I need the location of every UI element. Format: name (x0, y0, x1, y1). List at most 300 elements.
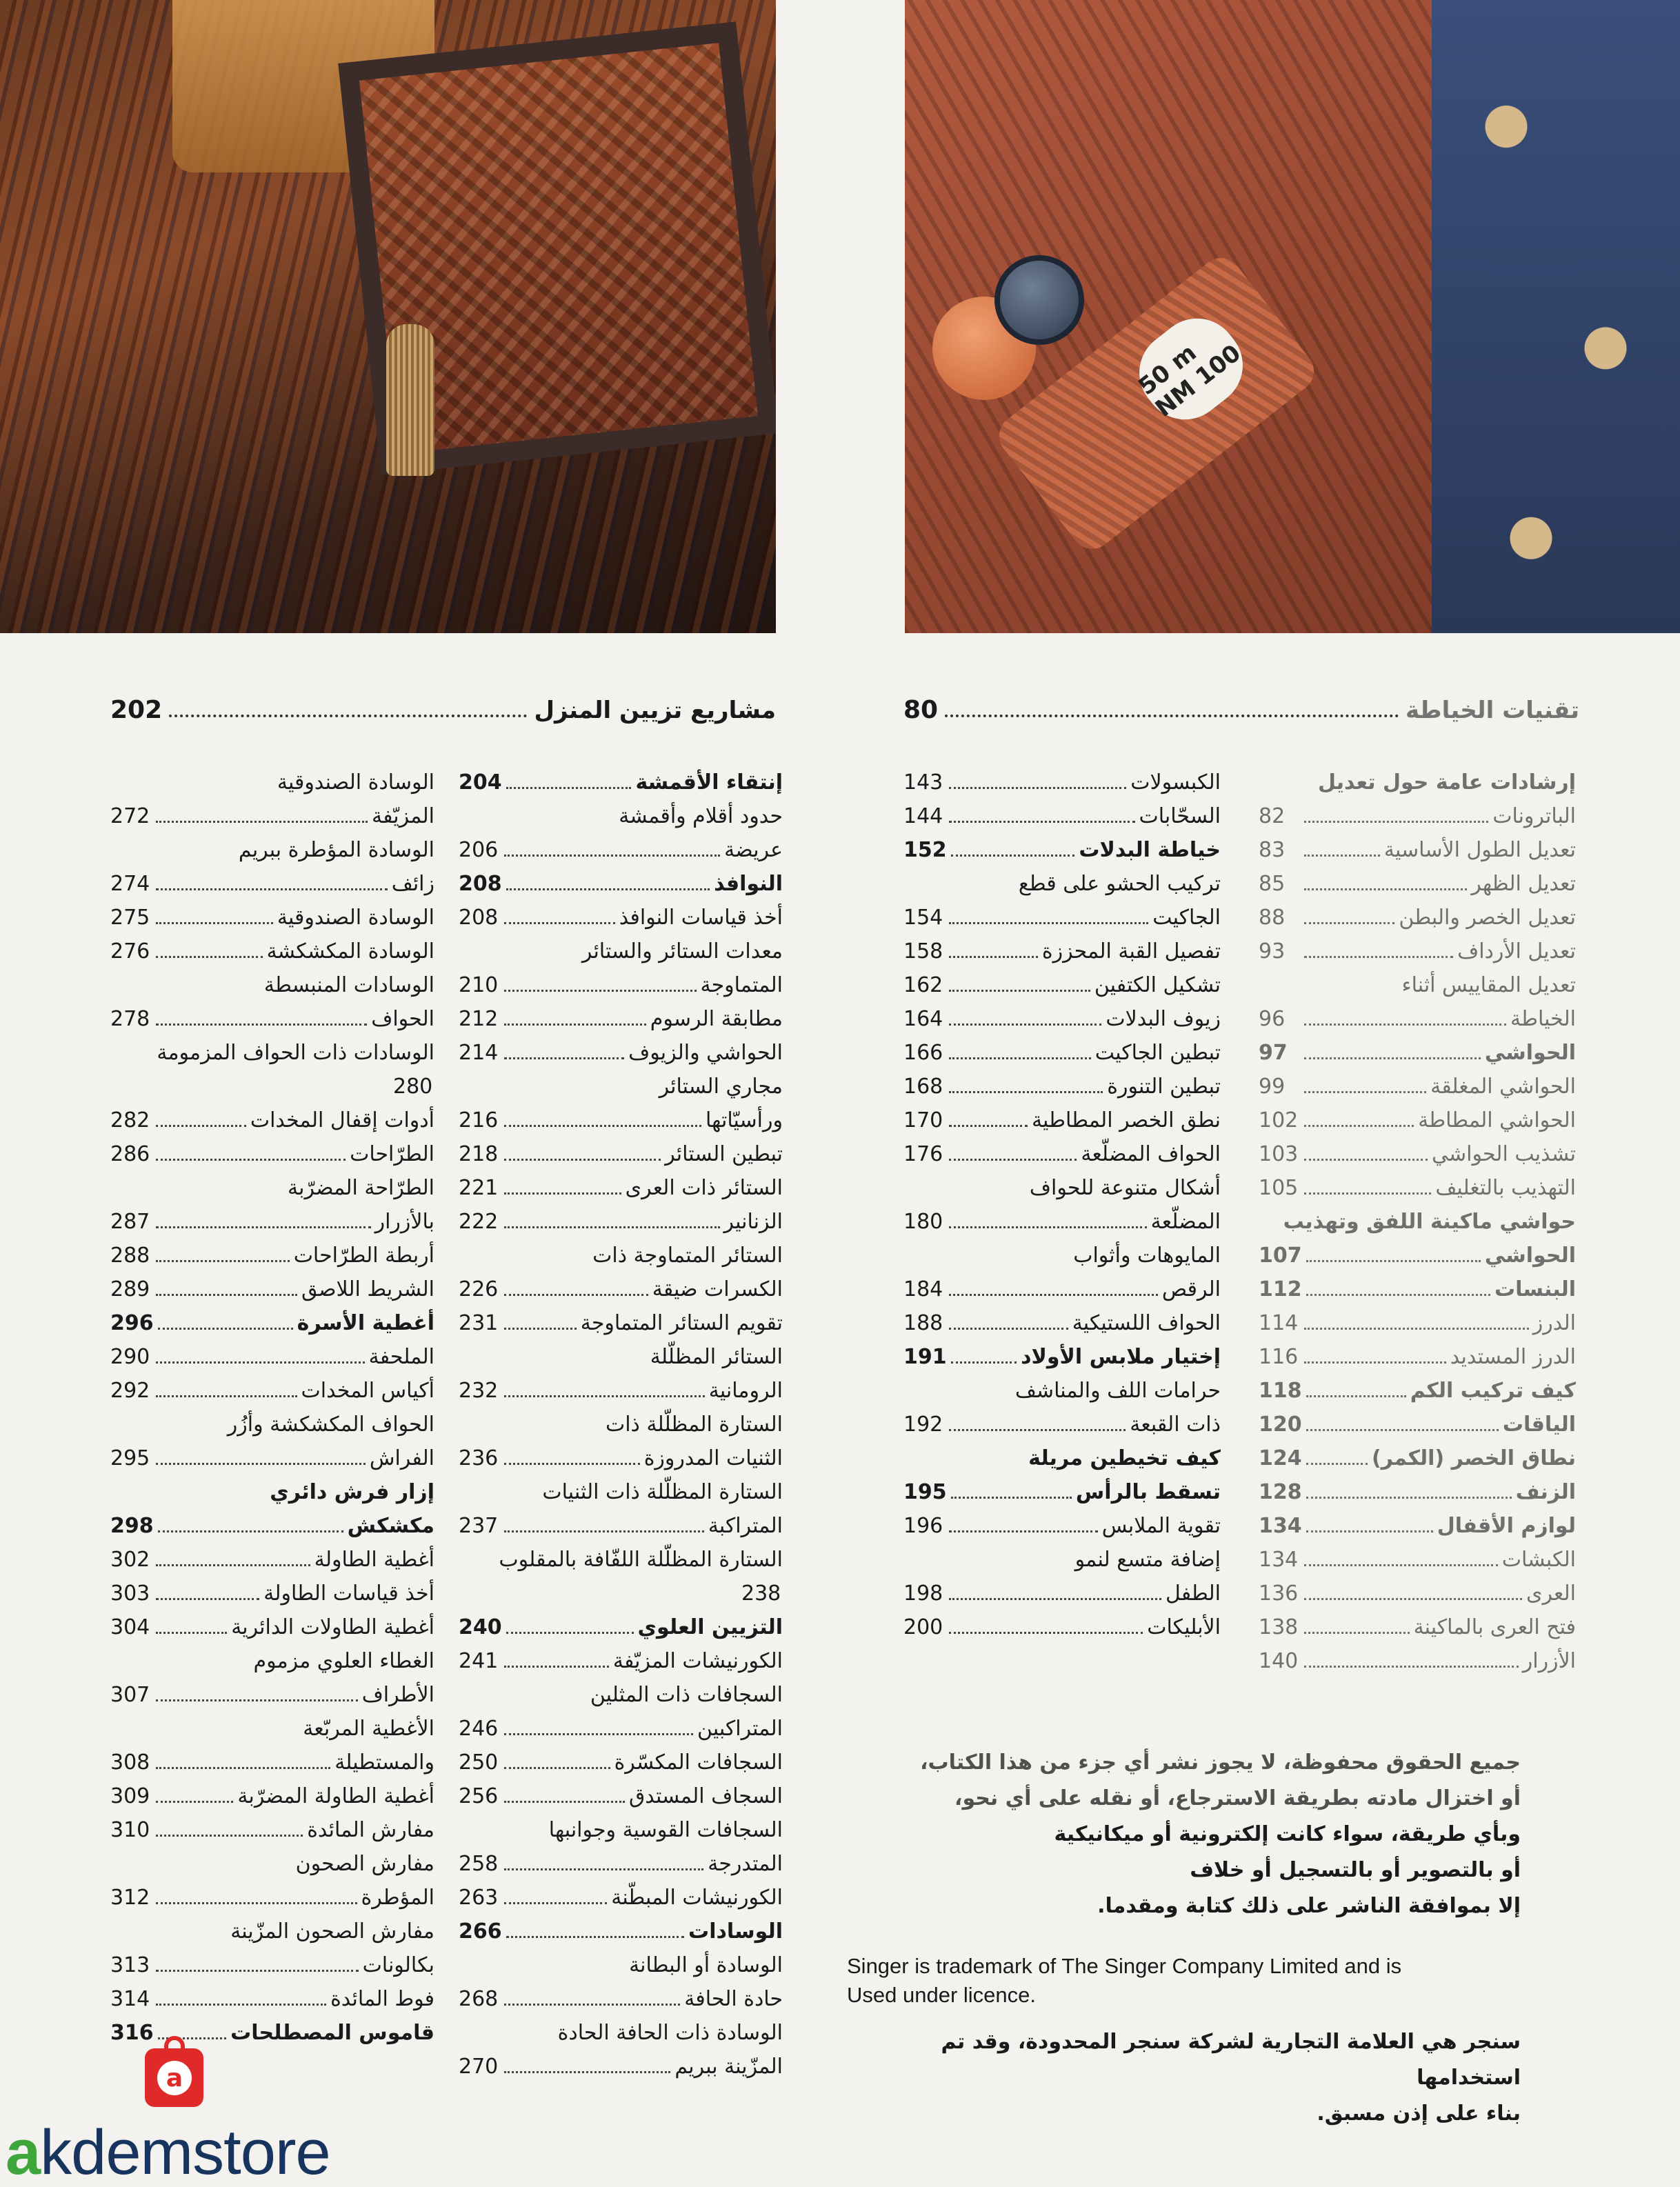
toc-entry-title: إنتقاء الأقمشة (635, 770, 783, 795)
leader-dots (949, 1057, 1091, 1059)
toc-entry-title: حدود أقلام وأقمشة (619, 804, 783, 828)
logo-accent: a (6, 2117, 41, 2187)
toc-entry (903, 766, 1221, 799)
leader-dots (949, 1294, 1158, 1296)
leader-dots (1304, 1159, 1428, 1161)
toc-entry-title: العرى (1526, 1581, 1576, 1606)
toc-entry-title: الكبسولات (1130, 770, 1221, 795)
leader-dots (949, 821, 1135, 823)
toc-entry-title: تبطين الجاكيت (1094, 1041, 1221, 1065)
toc-entry-title: أخذ قياسات الطاولة (263, 1581, 434, 1606)
leader-dots (1304, 922, 1394, 924)
leader-dots (1304, 1125, 1414, 1127)
leader-dots (156, 1632, 227, 1634)
toc-entry-page: 292 (110, 1379, 150, 1403)
toc-entry-title: الزنف (1515, 1480, 1576, 1504)
trademark-arabic (845, 2024, 1521, 2132)
toc-entry-title: والمستطيلة (334, 1750, 434, 1775)
toc-entry-page: 124 (1259, 1446, 1302, 1470)
toc-entry-title: أغطية الطاولة (314, 1548, 434, 1572)
toc-entry (110, 1137, 434, 1171)
toc-entry-page: 276 (110, 939, 150, 963)
toc-entry-page: 102 (1259, 1108, 1299, 1132)
toc-entry (110, 1779, 434, 1813)
toc-entry-title: عريضة (724, 838, 783, 862)
toc-entry-title: تركيب الحشو على قطع (1018, 872, 1221, 896)
toc-entry-page: 216 (459, 1108, 499, 1132)
leader-dots (1304, 1091, 1426, 1093)
leader-dots (156, 1699, 358, 1701)
toc-entry-page: 138 (1259, 1615, 1299, 1639)
toc-entry-page: 241 (459, 1649, 499, 1673)
toc-entry-title: مطابقة الرسوم (650, 1007, 783, 1031)
toc-entry-title: أكياس المخدات (301, 1379, 434, 1403)
toc-entry-title: الطفل (1166, 1581, 1221, 1606)
toc-entry (459, 1374, 783, 1408)
toc-entry-page: 103 (1259, 1142, 1299, 1166)
toc-entry-title: الحواشي المغلقة (1430, 1075, 1576, 1099)
toc-entry-title: إزار فرش دائري (270, 1480, 434, 1504)
toc-entry-page: 287 (110, 1210, 150, 1234)
leader-dots (156, 888, 388, 890)
toc-entry (459, 1205, 783, 1239)
toc-entry-page: 158 (903, 939, 943, 963)
copyright-notice (845, 1745, 1521, 1924)
toc-entry-title: الدرز المستديد (1450, 1345, 1576, 1369)
leader-dots (169, 715, 527, 717)
toc-entry (903, 1374, 1221, 1408)
toc-entry (903, 1475, 1221, 1509)
toc-entry-title: الأطراف (361, 1683, 434, 1707)
toc-entry-title: السحّابات (1139, 804, 1221, 828)
leader-dots (1304, 1632, 1410, 1634)
toc-entry (459, 1137, 783, 1171)
toc-entry (110, 1678, 434, 1712)
copyright-line: إلا بموافقة الناشر على ذلك كتابة ومقدما. (1097, 1894, 1521, 1918)
toc-entry (110, 799, 434, 833)
toc-entry (110, 1610, 434, 1644)
toc-entry-page: 302 (110, 1548, 150, 1572)
toc-entry (110, 1070, 434, 1104)
toc-entry (1259, 1137, 1576, 1171)
trademark-line: بناء على إذن مسبق. (1317, 2101, 1521, 2126)
toc-entry-page: 168 (903, 1075, 943, 1099)
toc-entry (903, 1610, 1221, 1644)
toc-entry (459, 1171, 783, 1205)
leader-dots (156, 1767, 330, 1769)
leader-dots (949, 990, 1090, 992)
toc-entry (903, 1408, 1221, 1441)
toc-entry-title: أشكال متنوعة للحواف (1029, 1176, 1221, 1200)
section-page: 202 (110, 696, 163, 724)
patterned-fabric (1432, 0, 1680, 633)
toc-entry-page: 270 (459, 2055, 499, 2079)
toc-entry-page: 198 (903, 1581, 943, 1606)
toc-entry-title: الرومانية (708, 1379, 783, 1403)
toc-entry-page: 99 (1259, 1075, 1286, 1099)
toc-entry-title: السجافات القوسية وجوانبها (548, 1818, 783, 1842)
bag-letter: a (157, 2061, 192, 2095)
toc-entry-title: فتح العرى بالماكينة (1413, 1615, 1576, 1639)
leader-dots (504, 1868, 703, 1870)
toc-entry-title: الوسادة المؤطرة ببريم (238, 838, 434, 862)
toc-entry (459, 935, 783, 968)
toc-entry-title: تعديل الأرداف (1457, 939, 1576, 963)
toc-entry (1259, 1644, 1576, 1678)
toc-entry-title: الوسادة المكشكشة (266, 939, 434, 963)
toc-entry-title: أغطية الطاولات الدائرية (231, 1615, 434, 1639)
store-bag-icon[interactable] (145, 2048, 203, 2107)
toc-entry (459, 1543, 783, 1577)
toc-entry-page: 143 (903, 770, 943, 795)
toc-entry (1259, 968, 1576, 1002)
toc-entry-page: 200 (903, 1615, 943, 1639)
trademark-english (847, 1952, 1530, 2010)
toc-entry-title: حرامات اللف والمناشف (1014, 1379, 1221, 1403)
toc-entry (903, 1036, 1221, 1070)
toc-entry-page: 268 (459, 1987, 499, 2011)
toc-entry (459, 1239, 783, 1272)
toc-entry-title: الباترونات (1492, 804, 1576, 828)
toc-entry-page: 316 (110, 2021, 154, 2045)
toc-entry-title: الدرز (1532, 1311, 1576, 1335)
leader-dots (504, 1125, 701, 1127)
toc-entry-title: الوسادات المنبسطة (263, 973, 434, 997)
toc-entry-title: بكالونات (362, 1953, 434, 1977)
toc-entry-title: أربطة الطرّاحات (293, 1244, 434, 1268)
toc-entry (459, 1746, 783, 1779)
toc-entry-title: المتراكبين (697, 1717, 783, 1741)
toc-entry-page: 298 (110, 1514, 154, 1538)
toc-entry-title: التهذيب بالتغليف (1435, 1176, 1576, 1200)
toc-entry-title: الثنيات المدروزة (643, 1446, 783, 1470)
leader-dots (156, 1023, 367, 1026)
toc-entry-page: 208 (459, 872, 502, 896)
toc-entry-page: 238 (741, 1581, 781, 1606)
toc-entry (1259, 1475, 1576, 1509)
toc-entry (110, 901, 434, 935)
toc-entry (459, 1340, 783, 1374)
leader-dots (1306, 1463, 1368, 1465)
toc-entry-title: المزّينة ببريم (674, 2055, 783, 2079)
toc-entry-page: 105 (1259, 1176, 1299, 1200)
toc-entry-title: مجاري الستائر (659, 1075, 783, 1099)
toc-entry (459, 799, 783, 833)
toc-entry-page: 88 (1259, 906, 1286, 930)
leader-dots (504, 1328, 577, 1330)
toc-entry (459, 1408, 783, 1441)
leader-dots (1304, 1564, 1498, 1566)
copyright-line: أو بالتصوير أو بالتسجيل أو خلاف (1190, 1858, 1521, 1882)
toc-entry-title: الخياطة (1510, 1007, 1576, 1031)
toc-entry-page: 210 (459, 973, 499, 997)
leader-dots (951, 1361, 1017, 1364)
leader-dots (156, 1226, 371, 1228)
leader-dots (504, 1666, 609, 1668)
toc-entry-title: مفارش المائدة (307, 1818, 434, 1842)
toc-entry-page: 313 (110, 1953, 150, 1977)
toc-entry (459, 1509, 783, 1543)
leader-dots (949, 922, 1148, 924)
toc-entry-title: نطق الخصر المطاطية (1031, 1108, 1221, 1132)
leader-dots (1304, 1328, 1529, 1330)
toc-entry-title: الطرّاحات (350, 1142, 434, 1166)
toc-entry-title: تعديل الظهر (1471, 872, 1576, 896)
toc-entry (1259, 1002, 1576, 1036)
leader-dots (156, 1294, 297, 1296)
toc-tech-left (903, 766, 1221, 1644)
toc-entry-title: بالأزرار (374, 1210, 434, 1234)
toc-entry (459, 1712, 783, 1746)
toc-entry (459, 901, 783, 935)
toc-entry (903, 1205, 1221, 1239)
leader-dots (504, 2071, 670, 2073)
toc-entry-page: 282 (110, 1108, 150, 1132)
toc-entry-page: 120 (1259, 1412, 1302, 1437)
leader-dots (1306, 1497, 1512, 1499)
toc-entry-title: السجافات المكسّرة (614, 1750, 783, 1775)
spool-label: 50 m NM 100 (1123, 302, 1259, 437)
toc-entry-page: 180 (903, 1210, 943, 1234)
toc-entry-title: الحواشي المطاطة (1418, 1108, 1576, 1132)
toc-entry-page: 274 (110, 872, 150, 896)
leader-dots (1306, 1429, 1499, 1431)
toc-entry (1259, 901, 1576, 935)
toc-entry (110, 867, 434, 901)
toc-home-right (459, 766, 783, 2084)
toc-entry-page: 237 (459, 1514, 499, 1538)
toc-entry-page: 231 (459, 1311, 499, 1335)
toc-entry (903, 867, 1221, 901)
leader-dots (951, 1497, 1072, 1499)
toc-entry-page: 166 (903, 1041, 943, 1065)
toc-entry-page: 266 (459, 1919, 502, 1944)
toc-entry-page: 310 (110, 1818, 150, 1842)
toc-entry (459, 1441, 783, 1475)
toc-entry (903, 1543, 1221, 1577)
toc-entry (110, 1408, 434, 1441)
toc-entry-title: الحواف اللستيكية (1072, 1311, 1221, 1335)
toc-entry-title: الفراش (369, 1446, 434, 1470)
leader-dots (1304, 1666, 1519, 1668)
toc-entry (459, 1070, 783, 1104)
toc-entry-title: الكورنيشات المبطّنة (611, 1886, 783, 1910)
leader-dots (949, 1091, 1103, 1093)
leader-dots (1306, 1294, 1490, 1296)
leader-dots (949, 1429, 1126, 1431)
blue-button (994, 255, 1084, 345)
toc-entry-title: تبطين الستائر (665, 1142, 783, 1166)
toc-entry-title: السجاف المستدق (628, 1784, 783, 1808)
leader-dots (504, 990, 697, 992)
toc-entry (1259, 1610, 1576, 1644)
toc-entry-page: 162 (903, 973, 943, 997)
toc-entry-page: 280 (393, 1075, 433, 1099)
toc-entry (459, 1644, 783, 1678)
toc-entry (903, 1509, 1221, 1543)
toc-entry (110, 1171, 434, 1205)
photo-curtains-cushion (0, 0, 776, 633)
toc-entry-title: الستارة المظلّلة ذات (605, 1412, 783, 1437)
toc-entry (110, 1239, 434, 1272)
store-logo-text[interactable] (6, 2117, 330, 2187)
trademark-line: Singer is trademark of The Singer Company Limited and is (847, 1954, 1402, 1978)
toc-entry-page: 307 (110, 1683, 150, 1707)
toc-entry-page: 309 (110, 1784, 150, 1808)
toc-entry-title: الأبليكات (1147, 1615, 1221, 1639)
toc-entry-title: الرقص (1161, 1277, 1221, 1301)
leader-dots (1304, 888, 1467, 890)
leader-dots (945, 715, 1399, 717)
toc-entry-title: الغطاء العلوي مزموم (253, 1649, 434, 1673)
toc-entry (1259, 1374, 1576, 1408)
toc-entry (903, 1070, 1221, 1104)
leader-dots (949, 787, 1126, 789)
toc-entry-page: 289 (110, 1277, 150, 1301)
toc-entry (110, 1306, 434, 1340)
toc-entry-title: تقويم الستائر المتماوجة (580, 1311, 783, 1335)
toc-entry (110, 1948, 434, 1982)
leader-dots (504, 1395, 705, 1397)
toc-entry (459, 867, 783, 901)
toc-entry-title: الستائر المتماوجة ذات (592, 1244, 783, 1268)
toc-entry-title: أغطية الأسرة (297, 1311, 434, 1335)
leader-dots (156, 1902, 357, 1904)
toc-entry (110, 1036, 434, 1070)
leader-dots (504, 1767, 610, 1769)
leader-dots (504, 1463, 640, 1465)
toc-entry (459, 766, 783, 799)
toc-entry-page: 116 (1259, 1345, 1299, 1369)
toc-entry-page: 208 (459, 906, 499, 930)
toc-entry-page: 263 (459, 1886, 499, 1910)
leader-dots (506, 888, 710, 890)
toc-entry-page: 275 (110, 906, 150, 930)
toc-entry-page: 188 (903, 1311, 943, 1335)
leader-dots (951, 855, 1075, 857)
toc-entry-page: 218 (459, 1142, 499, 1166)
toc-entry-page: 240 (459, 1615, 502, 1639)
toc-entry (110, 1543, 434, 1577)
leader-dots (949, 1159, 1077, 1161)
toc-entry-page: 192 (903, 1412, 943, 1437)
tassel-shape (386, 324, 434, 476)
leader-dots (949, 1598, 1161, 1600)
toc-entry (110, 1340, 434, 1374)
toc-entry-page: 170 (903, 1108, 943, 1132)
toc-entry-title: أغطية الطاولة المضرّبة (237, 1784, 434, 1808)
toc-entry-title: البنسات (1494, 1277, 1576, 1301)
toc-entry-title: تعديل الطول الأساسية (1383, 838, 1576, 862)
toc-entry (903, 1104, 1221, 1137)
toc-entry-page: 83 (1259, 838, 1286, 862)
toc-entry-page: 134 (1259, 1514, 1302, 1538)
toc-entry-title: الستائر المظلّلة (650, 1345, 783, 1369)
leader-dots (504, 1023, 646, 1026)
toc-entry-title: تسقط بالرأس (1075, 1480, 1221, 1504)
toc-entry (1259, 766, 1576, 799)
toc-entry-page: 290 (110, 1345, 150, 1369)
trademark-line: Used under licence. (847, 1983, 1036, 2007)
toc-entry-page: 118 (1259, 1379, 1302, 1403)
toc-entry-title: تعديل المقاييس أثناء (1401, 973, 1576, 997)
toc-entry-page: 154 (903, 906, 943, 930)
toc-entry (110, 1712, 434, 1746)
toc-entry-page: 96 (1259, 1007, 1286, 1031)
toc-entry (1259, 1306, 1576, 1340)
toc-entry-title: تعديل الخصر والبطن (1399, 906, 1576, 930)
toc-entry-page: 286 (110, 1142, 150, 1166)
leader-dots (1306, 1530, 1433, 1532)
leader-dots (1304, 1361, 1446, 1364)
leader-dots (156, 1564, 310, 1566)
toc-entry-title: الحواشي والزيوف (628, 1041, 783, 1065)
toc-entry-page: 206 (459, 838, 499, 862)
toc-entry-page: 184 (903, 1277, 943, 1301)
toc-entry-title: حواشي ماكينة اللفق وتهذيب (1283, 1210, 1576, 1234)
toc-entry (1259, 799, 1576, 833)
section-header-home (110, 683, 776, 724)
leader-dots (156, 1125, 246, 1127)
leader-dots (504, 1902, 607, 1904)
toc-entry-title: تفصيل القبة المحززة (1041, 939, 1221, 963)
toc-entry (110, 1104, 434, 1137)
leader-dots (1306, 1395, 1406, 1397)
toc-entry-page: 97 (1259, 1041, 1288, 1065)
toc-entry-page: 308 (110, 1750, 150, 1775)
toc-entry-page: 214 (459, 1041, 499, 1065)
toc-entry (1259, 1543, 1576, 1577)
leader-dots (156, 1801, 233, 1803)
toc-entry-page: 212 (459, 1007, 499, 1031)
toc-entry-page: 278 (110, 1007, 150, 1031)
toc-entry (903, 1137, 1221, 1171)
toc-entry-page: 134 (1259, 1548, 1299, 1572)
toc-entry (903, 799, 1221, 833)
toc-entry (459, 1610, 783, 1644)
toc-entry (459, 1847, 783, 1881)
toc-entry-title: الأغطية المربّعة (303, 1717, 434, 1741)
toc-entry-page: 85 (1259, 872, 1286, 896)
toc-entry-title: الحواف (371, 1007, 434, 1031)
toc-entry-title: كيف تخيطين مريلة (1028, 1446, 1221, 1470)
toc-entry-title: خياطة البدلات (1079, 838, 1221, 862)
toc-entry (459, 1577, 783, 1610)
toc-entry (903, 1306, 1221, 1340)
toc-entry-title: ذات القبعة (1130, 1412, 1221, 1437)
toc-entry-title: نطاق الخصر (الكمر) (1371, 1446, 1576, 1470)
leader-dots (156, 1598, 259, 1600)
toc-entry-page: 140 (1259, 1649, 1299, 1673)
toc-entry (1259, 1036, 1576, 1070)
toc-entry (903, 935, 1221, 968)
toc-entry-page: 114 (1259, 1311, 1299, 1335)
toc-entry (110, 1475, 434, 1509)
toc-entry-title: الحواف المكشكشة وأزُر (227, 1412, 434, 1437)
toc-entry-page: 196 (903, 1514, 943, 1538)
toc-home-left (110, 766, 434, 2050)
leader-dots (504, 1530, 704, 1532)
leader-dots (156, 821, 368, 823)
toc-entry-title: الزنانير (723, 1210, 783, 1234)
toc-entry-title: أدوات إقفال المخدات (250, 1108, 434, 1132)
leader-dots (504, 2004, 680, 2006)
leader-dots (1304, 1057, 1481, 1059)
toc-entry-page: 112 (1259, 1277, 1302, 1301)
toc-entry (110, 1441, 434, 1475)
toc-entry (110, 1205, 434, 1239)
toc-entry-title: الجاكيت (1152, 906, 1221, 930)
